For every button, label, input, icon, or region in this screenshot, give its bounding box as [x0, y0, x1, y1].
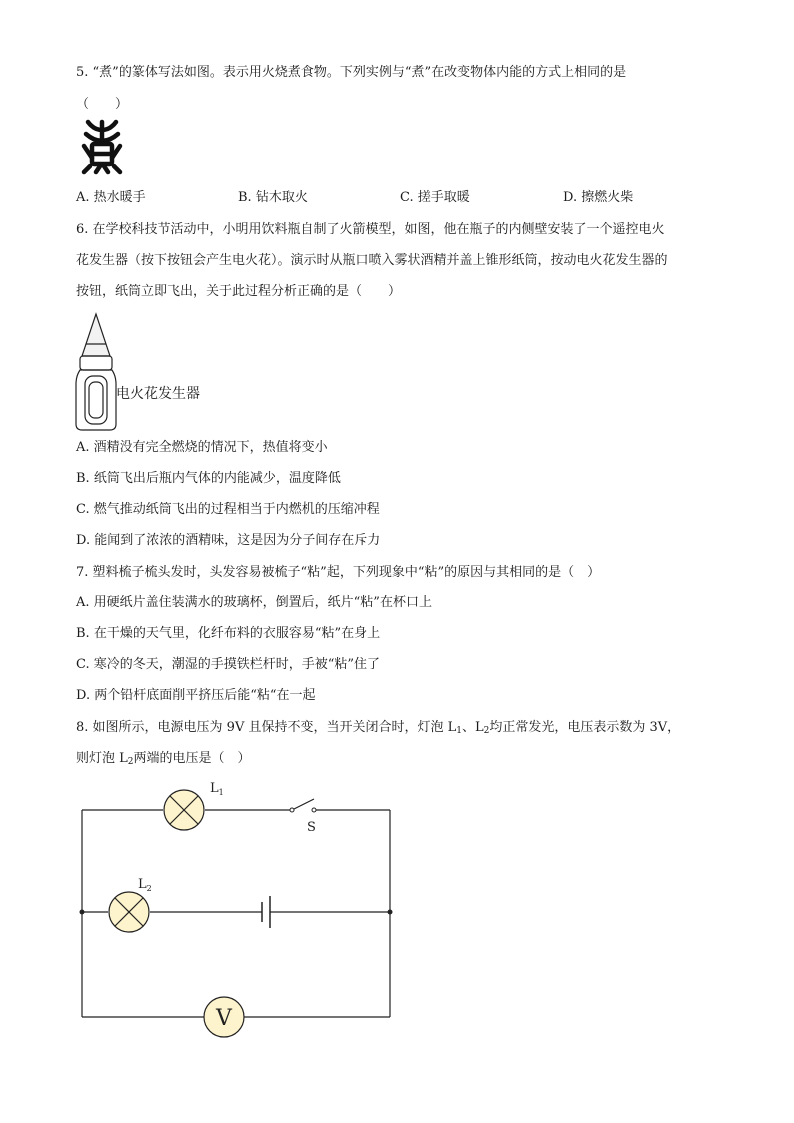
lamp-l2-label: $L_2$ — [138, 877, 152, 893]
q5-stem: 5. “煮”的篆体写法如图。表示用火烧煮食物。下列实例与“煮”在改变物体内能的方式上相同的是 — [76, 65, 627, 80]
q8-stem-line-1: 8. 如图所示，电源电压为 9V 且保持不变，当开关闭合时，灯泡 $L_1$、$L_2$均正常发光，电压表示数为 3V， — [76, 720, 681, 736]
q5-option-a[interactable]: A. 热水暖手 — [76, 190, 146, 205]
lamp-l2-icon — [109, 892, 149, 932]
q6-option-c[interactable]: C. 燃气推动纸筒飞出的过程相当于内燃机的压缩冲程 — [76, 502, 380, 517]
q6-option-a[interactable]: A. 酒精没有完全燃烧的情况下，热值将变小 — [76, 440, 328, 455]
q5-option-c[interactable]: C. 搓手取暖 — [400, 190, 470, 205]
spark-generator-label: 电火花发生器 — [116, 386, 200, 402]
q5-option-b[interactable]: B. 钻木取火 — [238, 190, 308, 205]
lamp-l1-icon — [164, 790, 204, 830]
q7-stem: 7. 塑料梳子梳头发时，头发容易被梳子“粘”起，下列现象中“粘”的原因与其相同的是（ ） — [76, 565, 601, 580]
q6-option-b[interactable]: B. 纸筒飞出后瓶内气体的内能减少，温度降低 — [76, 471, 341, 486]
q7-option-b[interactable]: B. 在干燥的天气里，化纤布料的衣服容易“粘”在身上 — [76, 626, 381, 641]
q7-option-c[interactable]: C. 寒冷的冬天，潮湿的手摸铁栏杆时，手被“粘”住了 — [76, 657, 381, 672]
q5-option-d[interactable]: D. 擦燃火柴 — [563, 190, 634, 205]
voltmeter-label: V — [216, 1006, 232, 1031]
q6-stem-line-1: 6. 在学校科技节活动中，小明用饮料瓶自制了火箭模型，如图，他在瓶子的内侧壁安装了一个遥控电火 — [76, 222, 665, 237]
q5-paren: （ ） — [76, 97, 129, 112]
q8-stem-line-2: 则灯泡 $L_2$两端的电压是（ ） — [76, 751, 251, 767]
q7-option-d[interactable]: D. 两个铅杆底面削平挤压后能“粘“在一起 — [76, 688, 316, 703]
q6-stem-line-2: 花发生器（按下按钮会产生电火花）。演示时从瓶口喷入雾状酒精并盖上锥形纸筒，按动电火花发生器的 — [76, 253, 668, 268]
lamp-l1-label: $L_1$ — [210, 781, 224, 797]
q6-option-d[interactable]: D. 能闻到了浓浓的酒精味，这是因为分子间存在斥力 — [76, 533, 381, 548]
q6-stem-line-3: 按钮，纸筒立即飞出，关于此过程分析正确的是（ ） — [76, 284, 402, 299]
switch-label: S — [307, 820, 316, 835]
q7-option-a[interactable]: A. 用硬纸片盖住装满水的玻璃杯，倒置后，纸片“粘”在杯口上 — [76, 595, 432, 610]
